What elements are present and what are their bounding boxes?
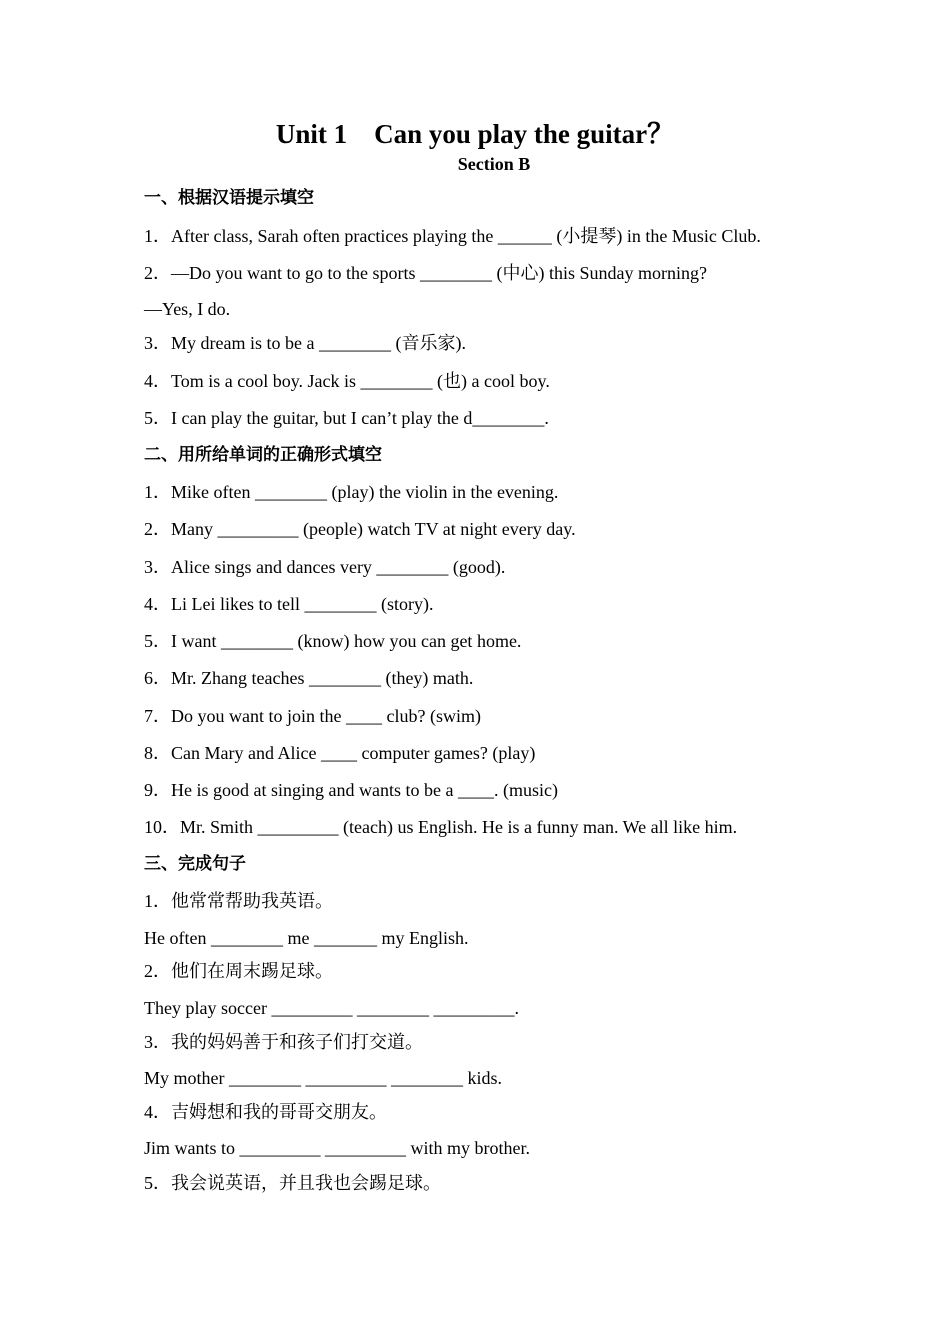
- exercise-line: 8．Can Mary and Alice ____ computer games? (play): [144, 743, 536, 763]
- exercise-line: 2．—Do you want to go to the sports ________ (中心) this Sunday morning?: [144, 263, 707, 283]
- section-heading-1: 一、根据汉语提示填空: [144, 188, 314, 208]
- exercise-line: 4．Li Lei likes to tell ________ (story).: [144, 594, 434, 614]
- exercise-line: —Yes, I do.: [144, 299, 231, 319]
- exercise-line: He often ________ me _______ my English.: [144, 928, 469, 948]
- exercise-line: 5．I want ________ (know) how you can get home.: [144, 631, 522, 651]
- exercise-line: 2．Many _________ (people) watch TV at night every day.: [144, 519, 576, 539]
- exercise-line: 1．Mike often ________ (play) the violin in the evening.: [144, 482, 559, 502]
- exercise-line: 9．He is good at singing and wants to be a ____. (music): [144, 780, 558, 800]
- exercise-line: 2．他们在周末踢足球。: [144, 961, 333, 981]
- exercise-line: 1．他常常帮助我英语。: [144, 891, 333, 911]
- exercise-line: 3．我的妈妈善于和孩子们打交道。: [144, 1032, 423, 1052]
- exercise-line: 7．Do you want to join the ____ club? (swim): [144, 706, 481, 726]
- exercise-line: 4．Tom is a cool boy. Jack is ________ (也) a cool boy.: [144, 371, 550, 391]
- exercise-line: 1．After class, Sarah often practices playing the ______ (小提琴) in the Music Club.: [144, 226, 761, 246]
- section-heading-2: 二、用所给单词的正确形式填空: [144, 445, 382, 465]
- exercise-line: 10．Mr. Smith _________ (teach) us English. He is a funny man. We all like him.: [144, 817, 738, 837]
- exercise-line: They play soccer _________ ________ _________.: [144, 998, 519, 1018]
- exercise-line: 5．我会说英语，并且我也会踢足球。: [144, 1173, 441, 1193]
- exercise-line: 6．Mr. Zhang teaches ________ (they) math.: [144, 668, 474, 688]
- exercise-line: My mother ________ _________ ________ kids.: [144, 1068, 502, 1088]
- page-subtitle: Section B: [457, 154, 531, 174]
- page-title: Unit 1 Can you play the guitar？: [275, 119, 675, 149]
- exercise-line: 3．Alice sings and dances very ________ (good).: [144, 557, 506, 577]
- section-heading-3: 三、完成句子: [144, 854, 246, 874]
- exercise-line: 5．I can play the guitar, but I can’t play the d________.: [144, 408, 549, 428]
- exercise-line: Jim wants to _________ _________ with my brother.: [144, 1138, 530, 1158]
- exercise-line: 4．吉姆想和我的哥哥交朋友。: [144, 1102, 387, 1122]
- exercise-line: 3．My dream is to be a ________ (音乐家).: [144, 333, 466, 353]
